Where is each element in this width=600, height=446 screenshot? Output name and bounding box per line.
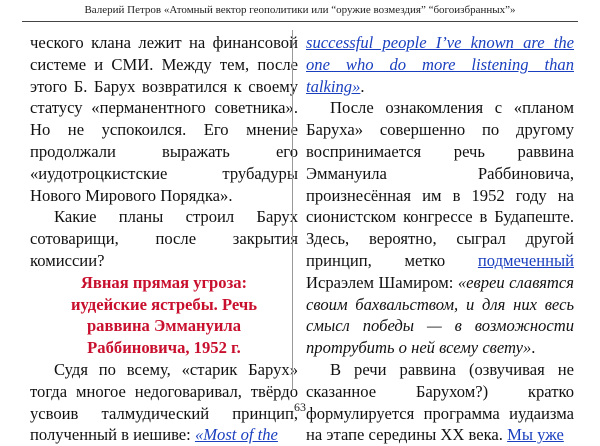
- left-paragraph-1: ческого клана лежит на финансовой системе и СМИ. Между тем, после этого Б. Барух возвратился к своему статусу «перманентного советника». Но не успокоился. Его мнение продолжали выражать его «иудотроцкистские трубадуры Нового Мирового Порядка».: [30, 33, 298, 205]
- page-number: 63: [294, 400, 306, 414]
- section-heading: Явная прямая угроза: иудейские ястребы. Речь раввина Эммануила Раббиновича, 1952 г.: [71, 272, 257, 358]
- quote-link-start[interactable]: «Most of the: [194, 425, 278, 445]
- right-paragraph-1-end: .: [531, 338, 536, 358]
- right-column: [306, 32, 574, 446]
- right-paragraph-1-part2: Исраэлем Шамиром:: [306, 272, 458, 292]
- noticed-link[interactable]: подмеченный: [477, 250, 574, 270]
- right-paragraph-2-text: В речи раввина (озвучивая не сказанное Барухом?) кратко формулируется программа иудаизма на этапе середины XX века.: [306, 359, 574, 445]
- left-paragraph-3-text: Судя по всему, «старик Барух» тогда многое недоговаривал, твёрдо усвоив талмудический принцип, полученный в иешиве:: [30, 359, 298, 445]
- left-paragraph-2: Какие планы строил Барух сотоварищи, после закрытия комиссии?: [30, 207, 298, 270]
- right-paragraph-1: [306, 97, 574, 359]
- quote-end-punct: .: [360, 76, 365, 96]
- right-paragraph-1-part1: После ознакомления с «планом Баруха» совершенно по другому воспринимается речь раввина Эммануила Раббиновича, произнесённая им в 1952 году на сионистском конгрессе в Будапеште. Здесь, вероятно, сыграл другой принцип, метко: [306, 98, 574, 270]
- header-rule: [22, 21, 578, 22]
- shamir-quote: «евреи славятся своим бахвальством, и для них весь смысл победы — в возможности протрубить о ней всему свету»: [306, 272, 574, 358]
- we-already-link[interactable]: Мы уже: [507, 425, 564, 445]
- right-quote-continuation: [306, 32, 574, 97]
- left-column: [30, 32, 298, 446]
- running-header: Валерий Петров «Атомный вектор геополитики или “оружие возмездия” “богоизбранных”»: [84, 4, 516, 16]
- quote-link-continuation[interactable]: successful people I’ve known are the one who do more listening than talking»: [306, 33, 574, 96]
- column-divider: [292, 30, 293, 390]
